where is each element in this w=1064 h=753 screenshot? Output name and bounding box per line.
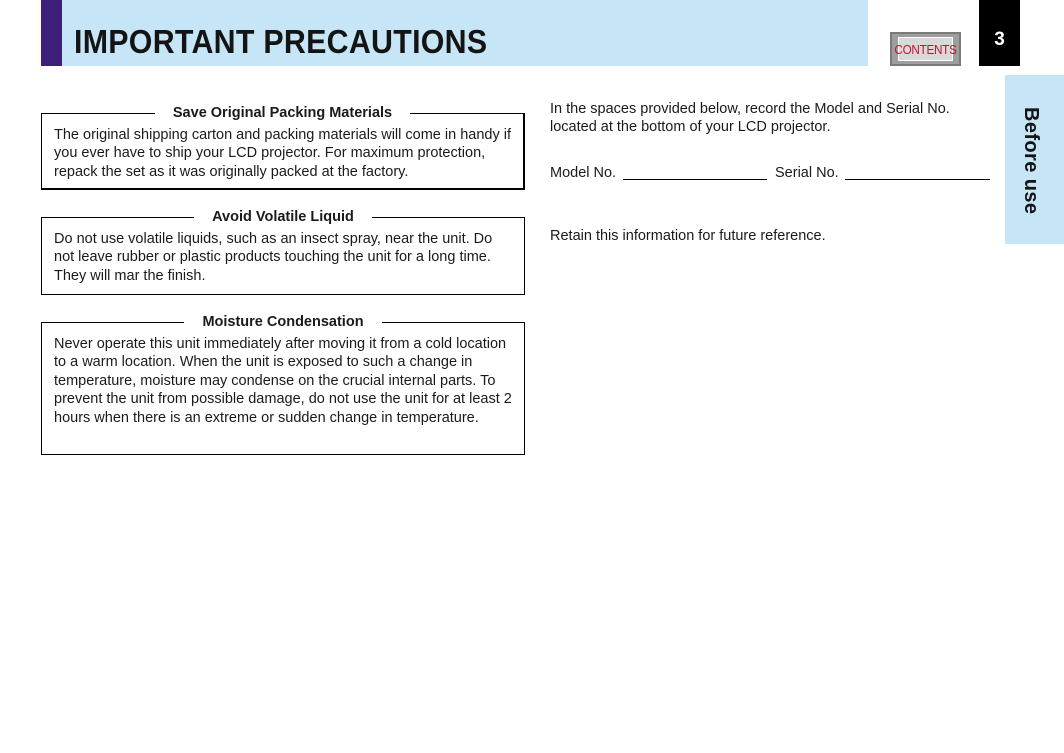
page-title: IMPORTANT PRECAUTIONS [74, 23, 488, 60]
model-number-line [623, 179, 767, 180]
section-body: Never operate this unit immediately after moving it from a cold location to a warm location. When the unit is exposed to such a change in temperature, moisture may condense on the crucial internal parts. To prevent the unit from possible damage, do not use the unit for at least 2 hours when there is an extreme or sudden change in temperature. [54, 336, 512, 426]
section-moisture-condensation [41, 314, 525, 455]
record-intro: In the spaces provided below, record the Model and Serial No. located at the bottom of your LCD projector. [550, 101, 950, 136]
section-body: Do not use volatile liquids, such as an insect spray, near the unit. Do not leave rubber or plastic products touching the unit for a long time. They will mar the finish. [54, 231, 493, 284]
serial-number-label: Serial No. [775, 165, 839, 181]
section-body: The original shipping carton and packing materials will come in handy if you ever have to ship your LCD projector. For maximum protection, repack the set as it was originally packed at the factory. [54, 127, 511, 180]
page-number: 3 [979, 0, 1020, 66]
contents-button-label: CONTENTS [898, 37, 953, 61]
side-tab-before-use[interactable] [1005, 75, 1064, 244]
section-title: Avoid Volatile Liquid [194, 207, 372, 227]
side-tab-label: Before use [1020, 107, 1042, 215]
section-title: Moisture Condensation [184, 312, 381, 332]
section-volatile-liquid [41, 209, 525, 295]
serial-number-line [845, 179, 990, 180]
record-fields [550, 164, 990, 184]
section-title: Save Original Packing Materials [155, 103, 410, 123]
section-packing-materials [41, 105, 525, 190]
retain-note: Retain this information for future reference. [550, 228, 826, 244]
contents-button[interactable] [890, 32, 961, 66]
record-section [550, 100, 990, 244]
header-accent-bar [41, 0, 62, 66]
model-number-label: Model No. [550, 165, 617, 181]
